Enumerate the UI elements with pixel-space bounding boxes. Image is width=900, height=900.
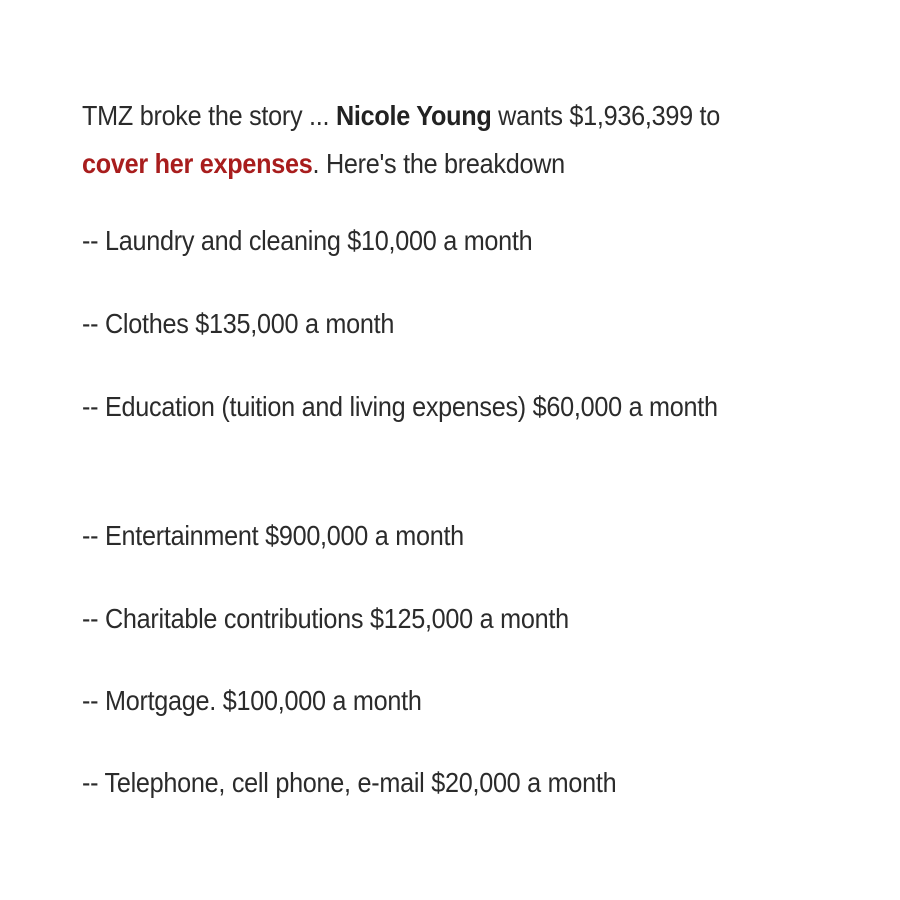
- intro-text-start: TMZ broke the story ...: [82, 100, 336, 131]
- list-item: -- Telephone, cell phone, e-mail $20,000 a month: [82, 767, 617, 798]
- list-item: -- Education (tuition and living expenses) $60,000 a month: [82, 391, 718, 422]
- intro-text-end: . Here's the breakdown: [312, 148, 565, 179]
- list-item: -- Clothes $135,000 a month: [82, 308, 395, 339]
- list-item: -- Laundry and cleaning $10,000 a month: [82, 225, 533, 256]
- intro-paragraph: [82, 92, 720, 188]
- list-item: -- Mortgage. $100,000 a month: [82, 685, 422, 716]
- list-item: -- Entertainment $900,000 a month: [82, 520, 464, 551]
- list-item: -- Charitable contributions $125,000 a month: [82, 603, 569, 634]
- intro-text-middle: wants $1,936,399 to: [491, 100, 721, 131]
- expenses-link[interactable]: cover her expenses: [82, 148, 313, 179]
- person-name: Nicole Young: [335, 100, 492, 131]
